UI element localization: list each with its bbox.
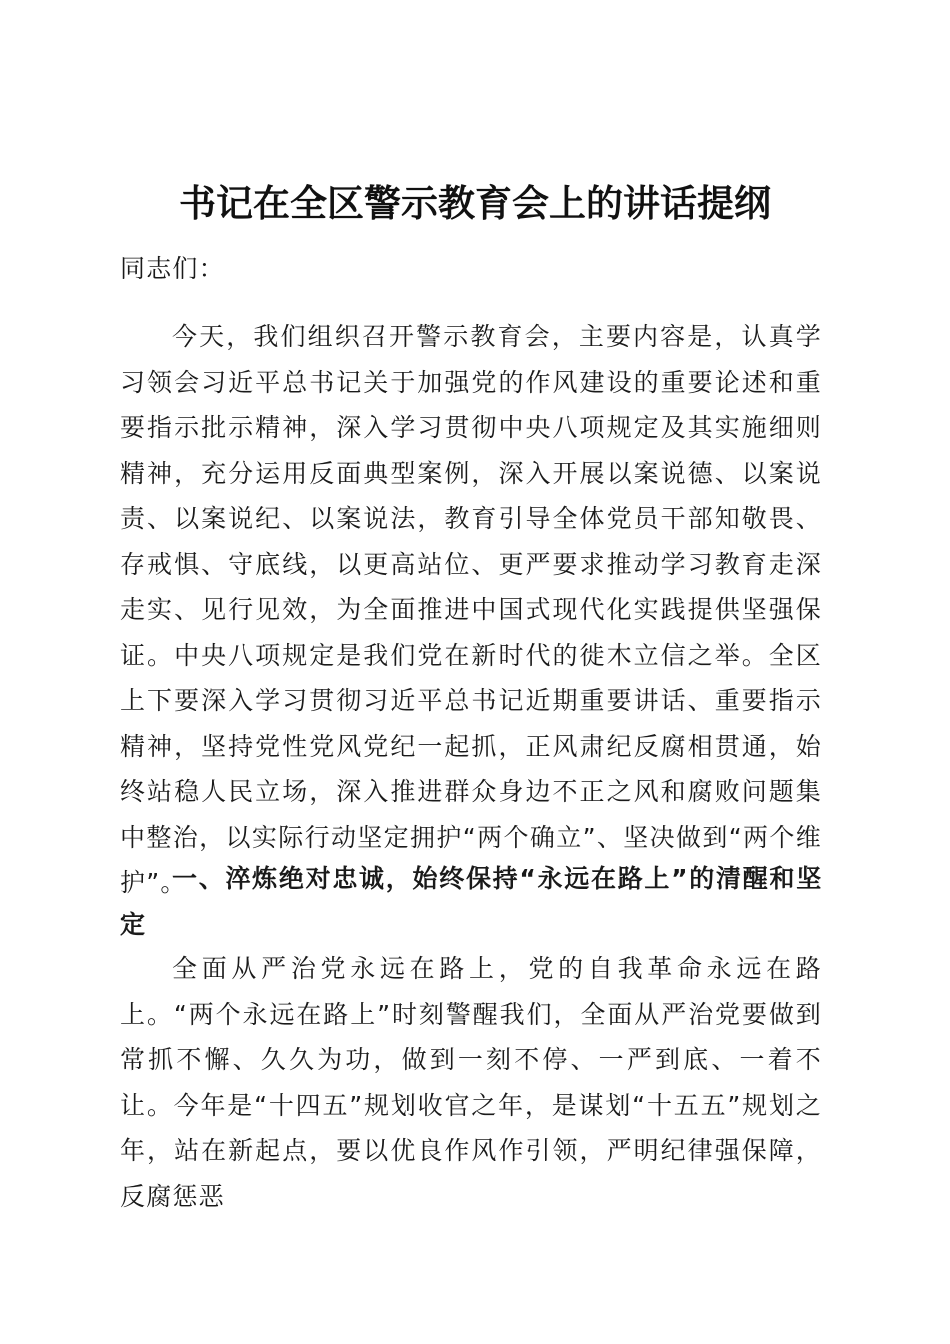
salutation: 同志们： — [120, 254, 225, 283]
paragraph-intro: 今天，我们组织召开警示教育会，主要内容是，认真学习领会习近平总书记关于加强党的作风建设的重要论述和重要指示批示精神，深入学习贯彻中央八项规定及其实施细则精神，充分运用反面典型案例，深入开展以案说德、以案说责、以案说纪、以案说法，教育引导全体党员干部知敬畏、存戒惧、守底线，以更高站位、更严要求推动学习教育走深走实、见行见效，为全面推进中国式现代化实践提供坚强保证。中央八项规定是我们党在新时代的徙木立信之举。全区上下要深入学习贯彻习近平总书记近期重要讲话、重要指示精神，坚持党性党风党纪一起抓，正风肃纪反腐相贯通，始终站稳人民立场，深入推进群众身边不正之风和腐败问题集中整治，以实际行动坚定拥护“两个确立”、坚决做到“两个维护”。 — [120, 322, 822, 897]
section-heading-1: 一、淬炼绝对忠诚，始终保持“永远在路上”的清醒和坚定 — [120, 864, 822, 939]
page-title: 书记在全区警示教育会上的讲话提纲 — [179, 181, 771, 225]
paragraph-section-1: 全面从严治党永远在路上，党的自我革命永远在路上。“两个永远在路上”时刻警醒我们，全面从严治党要做到常抓不懈、久久为功，做到一刻不停、一严到底、一着不让。今年是“十四五”规划收官之年，是谋划“十五五”规划之年，站在新起点，要以优良作风作引领，严明纪律强保障，反腐惩恶 — [120, 954, 822, 1211]
